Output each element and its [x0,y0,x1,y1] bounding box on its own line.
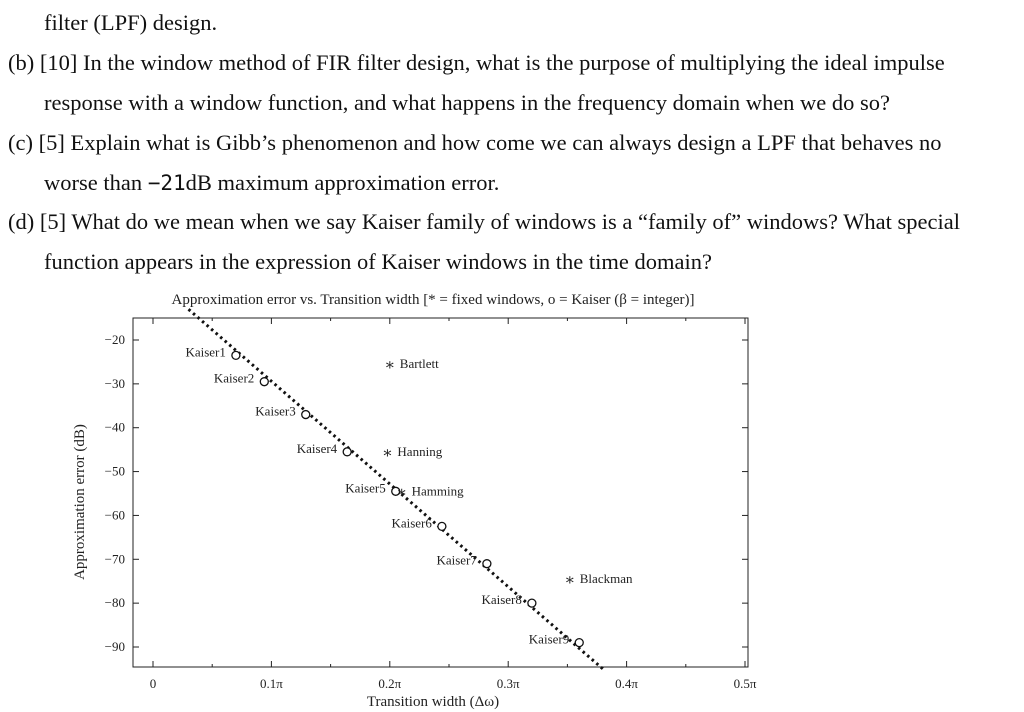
question-c-text-pre: worse than [44,170,148,195]
fixed-window-label: Bartlett [399,356,439,372]
kaiser-point [575,639,583,647]
kaiser-label: Kaiser1 [185,344,226,360]
kaiser-label: Kaiser6 [391,515,432,531]
fixed-window-point: ∗ [381,444,393,462]
y-tick-label: −30 [104,375,125,391]
y-tick-label: −80 [104,595,125,611]
y-tick-label: −20 [104,332,125,347]
kaiser-point [302,411,310,419]
y-tick-label: −70 [104,551,125,567]
kaiser-label: Kaiser4 [296,440,338,456]
kaiser-point [483,560,491,568]
kaiser-point [343,448,351,456]
x-tick-label: 0.3π [496,676,520,691]
question-c-text-post: dB maximum approximation error. [185,170,500,195]
x-tick-label: 0.1π [259,676,283,691]
y-tick-label: −40 [104,419,125,435]
fixed-window-label: Hanning [397,443,443,459]
kaiser-point [232,351,240,359]
fixed-window-point: ∗ [384,357,396,375]
kaiser-point [528,599,536,607]
fixed-window-point: ∗ [564,572,576,590]
question-a-tail: filter (LPF) design. [44,10,218,35]
kaiser-label: Kaiser9 [528,631,570,647]
x-tick-label: 0.4π [615,676,639,691]
question-d-line1: (d) [5] What do we mean when we say Kaiser family of windows is a “family of” windows? What special [8,209,961,234]
chart-title: Approximation error vs. Transition width [* = fixed windows, o = Kaiser (β = integer)] [171,292,695,308]
kaiser-label: Kaiser8 [481,592,522,608]
kaiser-point [260,378,268,386]
kaiser-label: Kaiser7 [436,552,477,568]
question-b-line2: response with a window function, and what happens in the frequency domain when we do so? [44,90,891,115]
kaiser-label: Kaiser2 [213,370,255,386]
kaiser-label: Kaiser3 [255,403,296,419]
y-tick-label: −90 [104,639,125,654]
x-tick-label: 0.2π [378,676,402,691]
fixed-window-label: Blackman [579,571,633,587]
x-tick-label: 0 [149,676,157,691]
question-b-line1: (b) [10] In the window method of FIR filter design, what is the purpose of multiplying the ideal impulse [8,50,945,75]
data-points [185,344,633,646]
fixed-window-point: ∗ [396,484,408,502]
y-axis-label: Approximation error (dB) [72,424,88,580]
x-tick-label: 0.5π [733,676,757,691]
kaiser-point [438,522,446,530]
x-axis-label: Transition width (Δω) [366,694,500,710]
y-tick-label: −50 [104,463,125,479]
question-c-line1: (c) [5] Explain what is Gibb’s phenomenon and how come we can always design a LPF that behaves no [8,130,942,155]
question-c-value: −21 [147,171,186,195]
axis-ticks [105,318,757,691]
question-d-line2: function appears in the expression of Kaiser windows in the time domain? [44,249,712,274]
kaiser-label: Kaiser5 [345,480,386,496]
y-tick-label: −60 [104,507,125,523]
fixed-window-label: Hamming [411,483,464,499]
